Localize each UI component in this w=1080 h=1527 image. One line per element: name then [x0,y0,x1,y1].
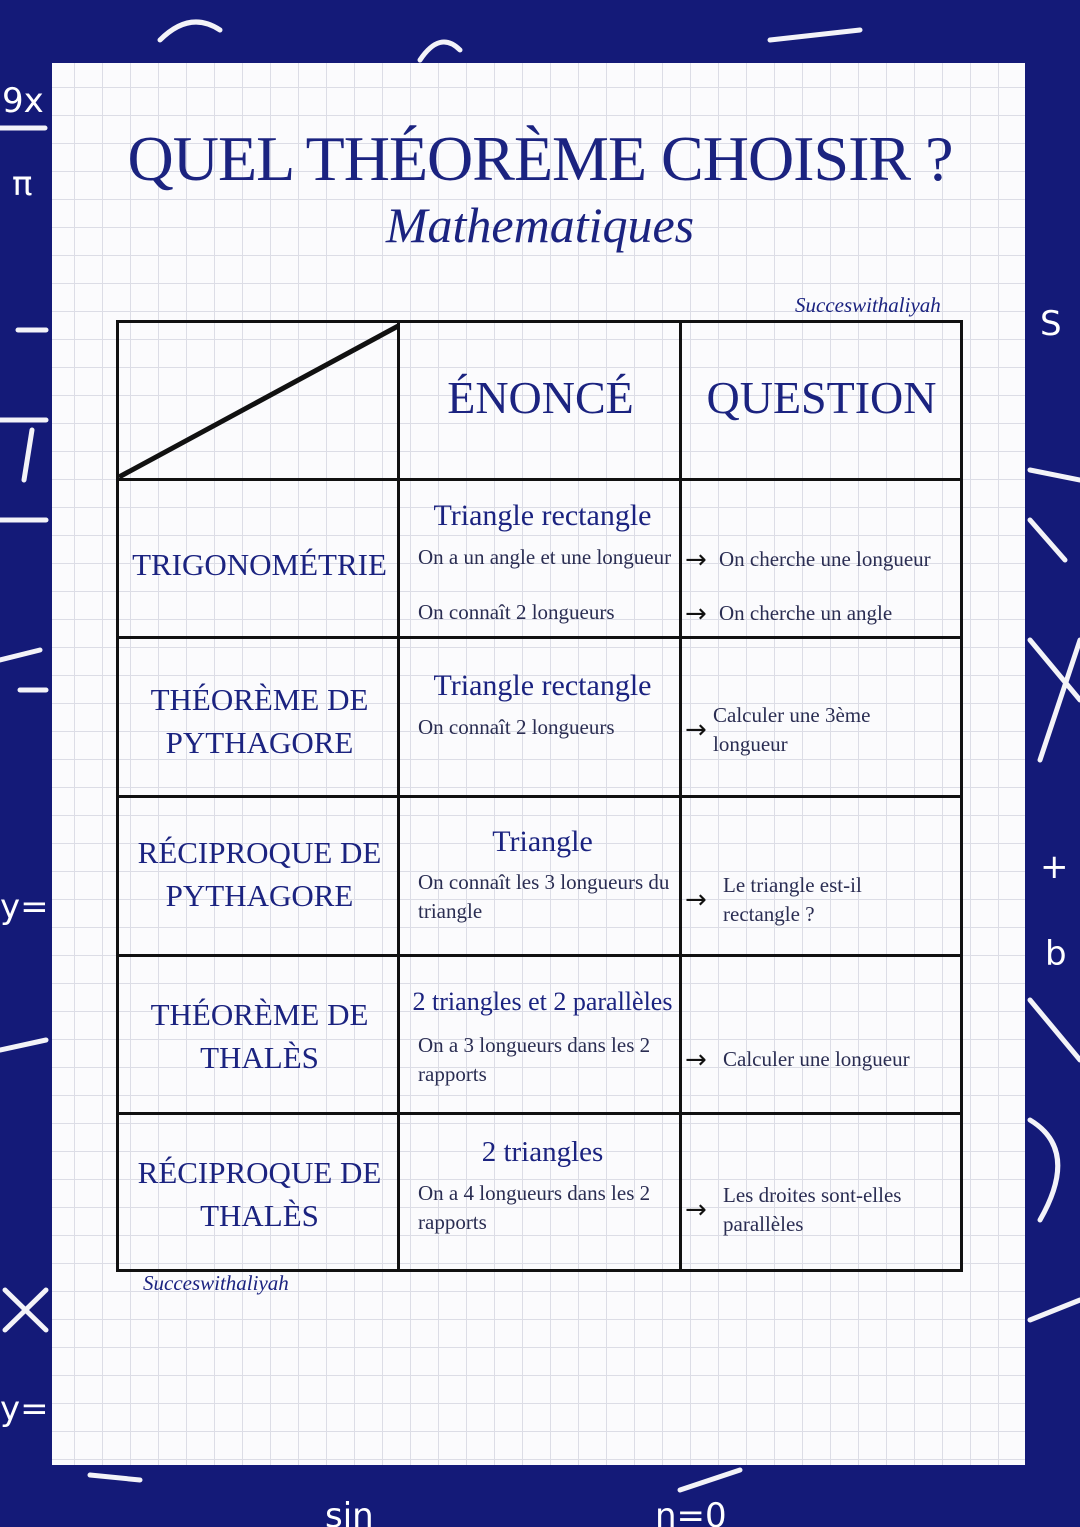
watermark-bottom: Succeswithaliyah [143,1271,289,1295]
row-divider [119,954,960,957]
watermark-top: Succeswithaliyah [795,293,941,317]
row-trigonometrie-question [685,545,931,574]
corner-diagonal [119,323,400,480]
row-pythagore-enonce-line: On connaît 2 longueurs [418,715,615,739]
row-pythagore-name [119,678,400,764]
svg-text:S: S [1040,304,1062,344]
arrow-right-icon: → [685,885,707,915]
row-thales-enonce-line: On a 3 longueurs dans les 2 rapports [418,1033,651,1086]
svg-text:y=: y= [0,887,49,927]
row-name-line: RÉCIPROQUE DE [137,1155,382,1190]
svg-text:n=0: n=0 [655,1496,727,1527]
header-question: QUESTION [706,372,937,423]
row-pythagore-question [685,701,913,759]
row-trigonometrie-question [685,599,892,628]
svg-text:+: + [1040,847,1069,887]
row-reciproque-thales-enonce-line: On a 4 longueurs dans les 2 rapports [418,1181,651,1234]
row-trigonometrie-name: TRIGONOMÉTRIE [132,547,387,582]
question-text: Le triangle est-il rectangle ? [723,873,862,926]
question-text: On cherche un angle [719,601,893,625]
row-trigonometrie-enonce-title: Triangle rectangle [433,499,652,532]
theorem-table [116,320,963,1272]
arrow-right-icon: → [685,544,707,575]
row-name-line: THÉORÈME DE [150,682,369,717]
arrow-right-icon: → [685,1044,707,1075]
row-thales-enonce-title: 2 triangles et 2 parallèles [412,987,673,1016]
row-thales-name [119,993,400,1079]
question-text: Les droites sont-elles parallèles [723,1183,902,1236]
row-trigonometrie-enonce-line: On connaît 2 longueurs [418,600,615,624]
page-subtitle: Mathematiques [385,197,695,253]
row-name-line: RÉCIPROQUE DE [137,835,382,870]
svg-text:π: π [12,164,33,204]
row-reciproque-thales-enonce-title: 2 triangles [481,1136,604,1168]
row-name-line: THALÈS [200,1040,319,1075]
row-name-line: THALÈS [200,1198,319,1233]
svg-text:sin: sin [325,1496,374,1527]
row-reciproque-pythagore-enonce-title: Triangle [492,825,593,858]
row-reciproque-thales-question [685,1181,938,1239]
row-reciproque-thales-name [119,1151,400,1237]
question-text: Calculer une 3ème longueur [713,703,871,756]
question-text: Calculer une longueur [723,1047,910,1071]
row-pythagore-enonce-title: Triangle rectangle [433,669,652,702]
question-text: On cherche une longueur [719,547,931,571]
row-divider [119,1112,960,1115]
header-enonce: ÉNONCÉ [447,372,634,423]
svg-text:b: b [1045,934,1067,974]
row-divider [119,636,960,639]
row-name-line: PYTHAGORE [165,725,354,760]
row-name-line: THÉORÈME DE [150,997,369,1032]
row-reciproque-pythagore-enonce-line: On connaît les 3 longueurs du triangle [418,870,670,923]
page-title: QUEL THÉORÈME CHOISIR ? [127,123,953,194]
row-name-line: PYTHAGORE [165,878,354,913]
svg-text:9x: 9x [2,81,44,121]
row-thales-question [685,1045,910,1074]
arrow-right-icon: → [685,715,707,745]
row-divider [119,795,960,798]
row-reciproque-pythagore-name [119,831,400,917]
svg-text:y=: y= [0,1389,49,1429]
row-reciproque-pythagore-question [685,871,893,929]
row-trigonometrie-enonce-line: On a un angle et une longueur [418,545,672,569]
arrow-right-icon: → [685,598,707,629]
arrow-right-icon: → [685,1195,707,1225]
